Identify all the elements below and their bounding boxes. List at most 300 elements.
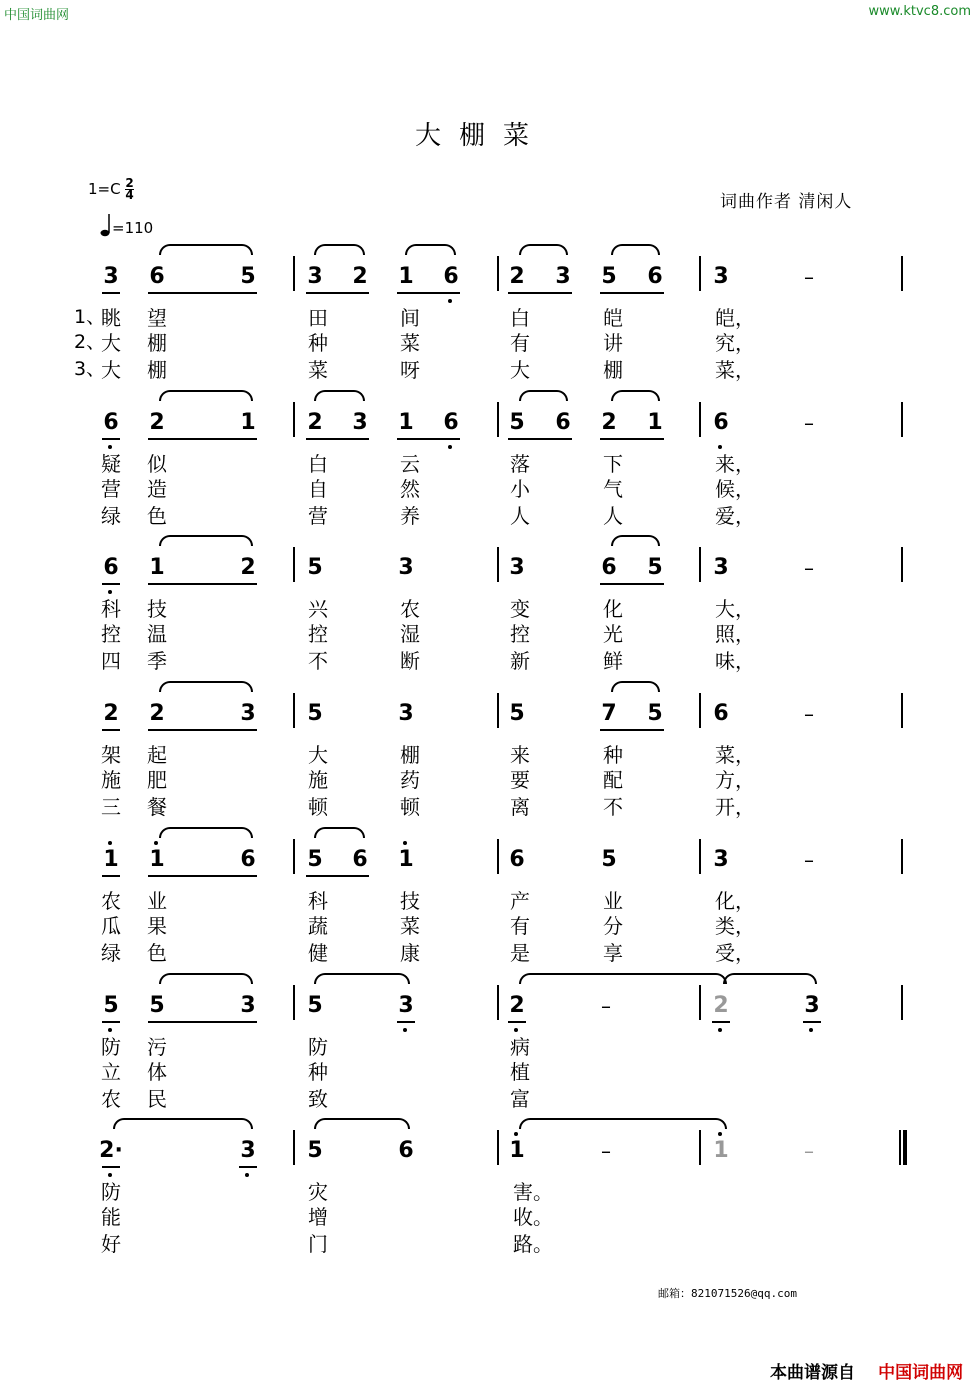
slur-arc: [611, 390, 660, 401]
lyric-char: 受，: [715, 941, 755, 965]
lyric-char: 讲: [603, 331, 623, 355]
lyric-char: 四: [101, 649, 121, 673]
slur-arc: [159, 973, 253, 984]
lyric-char: 产: [510, 889, 530, 913]
time-top: 2: [125, 176, 134, 190]
lyric-char: 顿: [400, 795, 420, 819]
sustain-dash: –: [601, 1139, 611, 1163]
bar-line: [293, 547, 295, 582]
lyric-char: 气: [603, 477, 623, 501]
lyric-char: 眺: [101, 306, 121, 330]
slur-arc: [519, 390, 568, 401]
lyric-char: 种: [603, 743, 623, 767]
bar-line: [901, 402, 903, 437]
lyric-char: 云: [400, 452, 420, 476]
lyric-char: 离: [510, 795, 530, 819]
lyric-char: 不: [308, 649, 328, 673]
lyric-char: 科: [101, 597, 121, 621]
lyric-char: 棚: [147, 358, 167, 382]
octave-dot-below: [245, 1173, 249, 1177]
slur-arc: [519, 244, 568, 255]
note: 1: [398, 410, 414, 435]
lyric-char: 呀: [400, 358, 420, 382]
lyric-char: 好: [101, 1232, 121, 1256]
note: 6: [398, 1138, 414, 1163]
lyric-char: 大: [101, 331, 121, 355]
slur-arc: [159, 390, 253, 401]
note: 6: [103, 410, 119, 435]
lyric-char: 皑: [603, 306, 623, 330]
lyric-char: 享: [603, 941, 623, 965]
lyric-char: 农: [101, 1087, 121, 1111]
note: 5: [103, 993, 119, 1018]
final-bar-thin: [899, 1130, 901, 1165]
bar-line: [901, 256, 903, 291]
lyric-char: 兴: [308, 597, 328, 621]
note: 6: [240, 847, 256, 872]
note: 3: [240, 1138, 256, 1163]
beam-underline: [148, 292, 257, 294]
lyric-char: 技: [147, 597, 167, 621]
bar-line: [901, 839, 903, 874]
bar-line: [901, 693, 903, 728]
bar-line: [699, 547, 701, 582]
beam-underline: [397, 292, 460, 294]
octave-dot-below: [448, 445, 452, 449]
lyric-char: 增: [308, 1205, 328, 1229]
lyric-char: 门: [308, 1232, 328, 1256]
beam-underline: [148, 583, 257, 585]
lyric-char: 能: [101, 1205, 121, 1229]
slur-arc: [611, 244, 660, 255]
lyric-char: 种: [308, 1060, 328, 1084]
note: 6: [713, 701, 729, 726]
lyric-char: 菜: [308, 358, 328, 382]
octave-dot-below: [403, 1028, 407, 1032]
lyric-char: 季: [147, 649, 167, 673]
beam-underline: [239, 1166, 257, 1168]
lyric-char: 爱，: [715, 504, 755, 528]
bar-line: [293, 1130, 295, 1165]
lyric-char: 业: [147, 889, 167, 913]
lyric-char: 农: [400, 597, 420, 621]
lyric-char: 路。: [513, 1232, 553, 1256]
slur-arc: [314, 973, 410, 984]
lyric-char: 防: [101, 1035, 121, 1059]
note: 6: [443, 410, 459, 435]
note: 3: [307, 264, 323, 289]
lyric-char: 配: [603, 768, 623, 792]
lyric-char: 控: [308, 622, 328, 646]
beam-underline: [102, 875, 120, 877]
lyric-char: 类，: [715, 914, 755, 938]
lyric-char: 三: [101, 795, 121, 819]
slur-arc: [723, 973, 817, 984]
bar-line: [497, 402, 499, 437]
bar-line: [699, 985, 701, 1020]
lyric-char: 大: [101, 358, 121, 382]
lyric-char: 来: [510, 743, 530, 767]
note: 2·: [99, 1138, 123, 1163]
beam-underline: [148, 729, 257, 731]
lyric-char: 健: [308, 941, 328, 965]
beam-underline: [102, 729, 120, 731]
lyric-char: 开，: [715, 795, 755, 819]
site-watermark-left: 中国词曲网: [4, 8, 70, 23]
score-title: 大棚菜: [415, 121, 548, 151]
lyric-char: 营: [308, 504, 328, 528]
lyric-char: 不: [603, 795, 623, 819]
slur-arc: [314, 827, 365, 838]
note: 3: [398, 701, 414, 726]
octave-dot-above: [108, 841, 112, 845]
lyric-char: 要: [510, 768, 530, 792]
lyric-char: 菜: [400, 331, 420, 355]
note: 3: [713, 264, 729, 289]
octave-dot-above: [514, 1132, 518, 1136]
lyric-char: 施: [101, 768, 121, 792]
slur-arc: [159, 535, 253, 546]
lyric-char: 温: [147, 622, 167, 646]
beam-underline: [306, 438, 369, 440]
note: 3: [398, 993, 414, 1018]
note: 2: [103, 701, 119, 726]
lyric-char: 田: [308, 306, 328, 330]
bar-line: [293, 693, 295, 728]
note: 1: [713, 1138, 729, 1163]
bar-line: [293, 839, 295, 874]
verse-number: 3、: [74, 358, 106, 380]
lyric-char: 康: [400, 941, 420, 965]
slur-arc: [314, 390, 365, 401]
note: 5: [307, 701, 323, 726]
lyric-char: 大: [510, 358, 530, 382]
beam-underline: [600, 583, 664, 585]
lyric-char: 究，: [715, 331, 755, 355]
lyric-char: 变: [510, 597, 530, 621]
note: 6: [509, 847, 525, 872]
note: 5: [240, 264, 256, 289]
bar-line: [293, 256, 295, 291]
note: 5: [307, 847, 323, 872]
lyric-char: 餐: [147, 795, 167, 819]
tempo-mark: [100, 213, 153, 237]
note: 2: [240, 555, 256, 580]
email-contact: 邮箱：821071526@qq.com: [658, 1287, 797, 1300]
lyric-char: 湿: [400, 622, 420, 646]
lyric-char: 防: [308, 1035, 328, 1059]
bar-line: [699, 693, 701, 728]
sustain-dash: –: [804, 848, 814, 872]
beam-underline: [508, 1021, 526, 1023]
lyric-char: 棚: [400, 743, 420, 767]
beam-underline: [148, 875, 257, 877]
footer-site: 中国词曲网: [878, 1363, 964, 1383]
lyric-char: 种: [308, 331, 328, 355]
lyric-char: 害。: [513, 1180, 553, 1204]
beam-underline: [600, 438, 664, 440]
slur-arc: [159, 827, 253, 838]
lyric-char: 营: [101, 477, 121, 501]
lyric-char: 分: [603, 914, 623, 938]
note: 1: [398, 847, 414, 872]
slur-arc: [519, 1118, 727, 1129]
lyric-char: 业: [603, 889, 623, 913]
lyric-char: 民: [147, 1087, 167, 1111]
beam-underline: [306, 875, 369, 877]
slur-arc: [159, 244, 253, 255]
footer-source-label: 本曲谱源自: [770, 1363, 855, 1383]
lyric-char: 似: [147, 452, 167, 476]
beam-underline: [803, 1021, 821, 1023]
verse-number: 1、: [74, 306, 106, 328]
lyric-char: 色: [147, 504, 167, 528]
note: 5: [307, 993, 323, 1018]
bar-line: [497, 1130, 499, 1165]
lyric-char: 果: [147, 914, 167, 938]
note: 5: [149, 993, 165, 1018]
slur-arc: [159, 681, 253, 692]
note: 1: [149, 847, 165, 872]
note: 3: [103, 264, 119, 289]
bar-line: [293, 402, 295, 437]
lyric-char: 农: [101, 889, 121, 913]
lyric-char: 施: [308, 768, 328, 792]
bar-line: [901, 547, 903, 582]
beam-underline: [508, 292, 572, 294]
beam-underline: [600, 292, 664, 294]
lyric-char: 棚: [147, 331, 167, 355]
sustain-dash: –: [804, 702, 814, 726]
lyric-char: 断: [400, 649, 420, 673]
note: 1: [103, 847, 119, 872]
lyric-char: 收。: [513, 1205, 553, 1229]
lyric-char: 蔬: [308, 914, 328, 938]
octave-dot-above: [403, 841, 407, 845]
lyric-char: 疑: [101, 452, 121, 476]
slur-arc: [405, 244, 456, 255]
lyric-char: 污: [147, 1035, 167, 1059]
lyric-char: 望: [147, 306, 167, 330]
quarter-note-icon: [100, 213, 112, 237]
note: 1: [149, 555, 165, 580]
lyric-char: 新: [510, 649, 530, 673]
note: 6: [443, 264, 459, 289]
note: 5: [307, 1138, 323, 1163]
note: 2: [352, 264, 368, 289]
note: 6: [647, 264, 663, 289]
lyric-char: 化，: [715, 889, 755, 913]
key-label: 1=C: [88, 180, 121, 198]
lyric-char: 方，: [715, 768, 755, 792]
lyric-char: 造: [147, 477, 167, 501]
octave-dot-below: [448, 299, 452, 303]
lyric-char: 皑，: [715, 306, 755, 330]
bar-line: [699, 402, 701, 437]
lyric-char: 菜，: [715, 743, 755, 767]
note: 5: [307, 555, 323, 580]
lyric-char: 棚: [603, 358, 623, 382]
note: 1: [509, 1138, 525, 1163]
site-watermark-right: www.ktvc8.com: [868, 4, 971, 19]
note: 1: [240, 410, 256, 435]
note: 7: [601, 701, 617, 726]
lyric-char: 有: [510, 331, 530, 355]
lyric-char: 致: [308, 1087, 328, 1111]
lyric-char: 瓜: [101, 914, 121, 938]
beam-underline: [712, 1021, 730, 1023]
sustain-dash: –: [601, 994, 611, 1018]
bar-line: [699, 839, 701, 874]
lyric-char: 控: [510, 622, 530, 646]
time-signature: [125, 178, 133, 201]
lyric-char: 植: [510, 1060, 530, 1084]
note: 5: [647, 701, 663, 726]
note: 3: [352, 410, 368, 435]
tempo-value: =110: [112, 219, 154, 237]
lyric-char: 顿: [308, 795, 328, 819]
note: 2: [509, 993, 525, 1018]
lyric-char: 是: [510, 941, 530, 965]
note: 2: [601, 410, 617, 435]
lyric-char: 菜: [400, 914, 420, 938]
time-bottom: 4: [125, 188, 134, 202]
lyric-char: 控: [101, 622, 121, 646]
beam-underline: [102, 583, 120, 585]
lyric-char: 大: [308, 743, 328, 767]
bar-line: [699, 256, 701, 291]
note: 3: [240, 993, 256, 1018]
lyric-char: 绿: [101, 941, 121, 965]
bar-line: [497, 693, 499, 728]
lyric-char: 味，: [715, 649, 755, 673]
lyric-char: 人: [603, 504, 623, 528]
lyric-char: 然: [400, 477, 420, 501]
lyric-char: 有: [510, 914, 530, 938]
slur-arc: [314, 244, 365, 255]
author-credit: 词曲作者 清闲人: [720, 192, 853, 212]
verse-number: 2、: [74, 331, 106, 353]
lyric-char: 养: [400, 504, 420, 528]
lyric-char: 小: [510, 477, 530, 501]
sustain-dash: –: [804, 1139, 814, 1163]
lyric-char: 落: [510, 452, 530, 476]
lyric-char: 体: [147, 1060, 167, 1084]
lyric-char: 间: [400, 306, 420, 330]
note: 3: [509, 555, 525, 580]
beam-underline: [306, 292, 369, 294]
lyric-char: 光: [603, 622, 623, 646]
slur-arc: [611, 681, 660, 692]
lyric-char: 起: [147, 743, 167, 767]
lyric-char: 色: [147, 941, 167, 965]
lyric-char: 灾: [308, 1180, 328, 1204]
lyric-char: 富: [510, 1087, 530, 1111]
lyric-char: 白: [510, 306, 530, 330]
bar-line: [497, 839, 499, 874]
note: 3: [713, 555, 729, 580]
beam-underline: [102, 438, 120, 440]
note: 6: [713, 410, 729, 435]
lyric-char: 绿: [101, 504, 121, 528]
beam-underline: [102, 1166, 120, 1168]
note: 3: [555, 264, 571, 289]
footer-source: [770, 1358, 963, 1383]
bar-line: [497, 547, 499, 582]
lyric-char: 人: [510, 504, 530, 528]
sustain-dash: –: [804, 411, 814, 435]
note: 1: [647, 410, 663, 435]
note: 1: [398, 264, 414, 289]
bar-line: [497, 985, 499, 1020]
octave-dot-below: [809, 1028, 813, 1032]
final-bar-thick: [903, 1130, 907, 1165]
slur-arc: [611, 535, 660, 546]
note: 5: [509, 701, 525, 726]
bar-line: [699, 1130, 701, 1165]
bar-line: [497, 256, 499, 291]
note: 2: [149, 701, 165, 726]
lyric-char: 菜，: [715, 358, 755, 382]
beam-underline: [397, 438, 460, 440]
note: 3: [713, 847, 729, 872]
lyric-char: 自: [308, 477, 328, 501]
slur-arc: [314, 1118, 410, 1129]
note: 6: [103, 555, 119, 580]
note: 6: [555, 410, 571, 435]
note: 2: [509, 264, 525, 289]
key-signature: [88, 178, 134, 201]
lyric-char: 立: [101, 1060, 121, 1084]
octave-dot-above: [718, 1132, 722, 1136]
note: 2: [307, 410, 323, 435]
lyric-char: 候，: [715, 477, 755, 501]
lyric-char: 技: [400, 889, 420, 913]
lyric-char: 防: [101, 1180, 121, 1204]
beam-underline: [600, 729, 664, 731]
lyric-char: 来，: [715, 452, 755, 476]
beam-underline: [102, 1021, 120, 1023]
note: 2: [713, 993, 729, 1018]
note: 5: [647, 555, 663, 580]
slur-arc: [519, 973, 727, 984]
octave-dot-above: [154, 841, 158, 845]
note: 6: [601, 555, 617, 580]
lyric-char: 大，: [715, 597, 755, 621]
lyric-char: 肥: [147, 768, 167, 792]
lyric-char: 鲜: [603, 649, 623, 673]
sustain-dash: –: [804, 265, 814, 289]
lyric-char: 照，: [715, 622, 755, 646]
lyric-char: 科: [308, 889, 328, 913]
note: 5: [509, 410, 525, 435]
note: 6: [149, 264, 165, 289]
beam-underline: [148, 1021, 257, 1023]
bar-line: [901, 985, 903, 1020]
note: 2: [149, 410, 165, 435]
beam-underline: [102, 292, 120, 294]
lyric-char: 病: [510, 1035, 530, 1059]
note: 5: [601, 847, 617, 872]
beam-underline: [508, 438, 572, 440]
beam-underline: [397, 1021, 415, 1023]
note: 3: [804, 993, 820, 1018]
note: 3: [398, 555, 414, 580]
slur-arc: [113, 1118, 253, 1129]
lyric-char: 白: [308, 452, 328, 476]
lyric-char: 药: [400, 768, 420, 792]
lyric-char: 下: [603, 452, 623, 476]
